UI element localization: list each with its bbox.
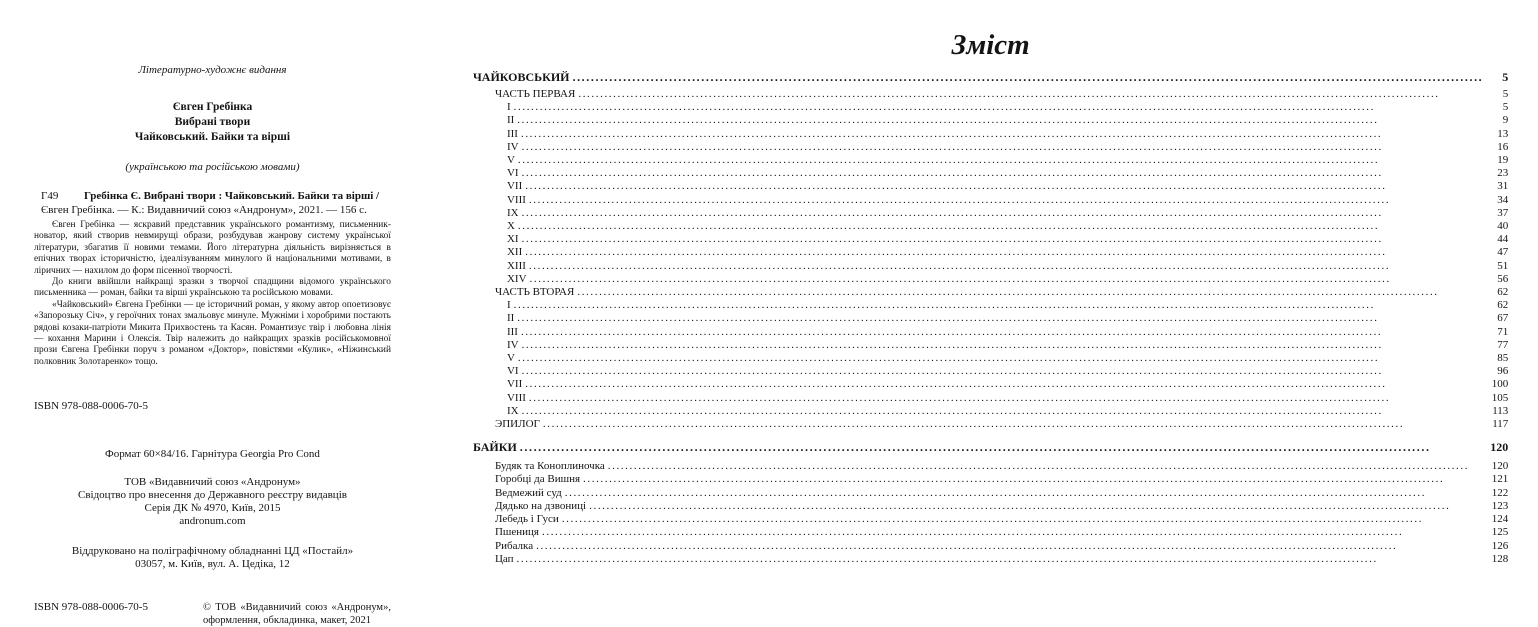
toc-dot-leader — [562, 513, 1483, 526]
toc-entry — [473, 339, 1508, 352]
toc-entry-label: ЧАСТЬ ПЕРВАЯ — [494, 88, 576, 100]
toc-entry-label: VIII — [506, 193, 526, 206]
catalog-entry — [41, 190, 391, 217]
isbn-number-bottom: ISBN 978-088-0006-70-5 — [34, 601, 148, 614]
toc-entry-page-number: 40 — [1497, 220, 1509, 233]
publisher-website: andronum.com — [179, 515, 246, 528]
toc-entry-page-number: 62 — [1497, 286, 1509, 299]
toc-entry-label: БАЙКИ — [472, 440, 517, 455]
toc-entry-label: Цап — [494, 552, 514, 565]
publisher-block — [34, 476, 391, 528]
toc-entry-page-number: 100 — [1491, 378, 1509, 391]
toc-dot-leader — [517, 312, 1483, 325]
toc-dot-leader — [565, 487, 1484, 500]
author-name: Євген Гребінка — [172, 101, 253, 113]
contents-page — [425, 0, 1538, 588]
toc-entry — [473, 128, 1508, 141]
toc-entry-page-number: 9 — [1502, 114, 1509, 127]
toc-dot-leader — [522, 167, 1484, 180]
toc-entry-label: II — [506, 114, 515, 127]
toc-dot-leader — [572, 70, 1483, 85]
toc-entry — [473, 286, 1508, 299]
toc-dot-leader — [522, 207, 1484, 220]
catalog-code: Г49 — [41, 190, 59, 202]
imprint-page — [0, 0, 425, 627]
toc-dot-leader — [525, 180, 1483, 193]
print-address: 03057, м. Київ, вул. А. Цедіка, 12 — [135, 558, 290, 571]
toc-dot-leader — [518, 154, 1483, 167]
toc-entry — [473, 70, 1508, 85]
toc-entry-label: IV — [506, 338, 519, 351]
toc-entry-label: VII — [506, 180, 523, 193]
toc-dot-leader — [577, 286, 1483, 299]
publisher-registry: Серія ДК № 4970, Київ, 2015 — [144, 502, 281, 515]
format-line: Формат 60×84/16. Гарнітура Georgia Pro Cond — [105, 448, 320, 461]
toc-entry-label: V — [506, 154, 515, 167]
toc-entry-page-number: 56 — [1497, 272, 1509, 285]
toc-entry-label: I — [506, 101, 511, 114]
toc-entry-page-number: 31 — [1497, 180, 1509, 193]
toc-entry-label: XII — [506, 246, 523, 259]
toc-entry-page-number: 44 — [1497, 233, 1509, 246]
toc-entry-page-number: 23 — [1497, 167, 1509, 180]
copyright-notice: © ТОВ «Видавничий союз «Андронум», оформлення, обкладинка, макет, 2021 — [202, 602, 391, 627]
toc-entry — [473, 405, 1508, 418]
toc-entry-page-number: 122 — [1491, 486, 1509, 499]
toc-entry — [473, 473, 1508, 486]
toc-dot-leader — [529, 260, 1483, 273]
toc-entry-label: IX — [506, 206, 519, 219]
catalog-entry-rest: Євген Гребінка. — К.: Видавничий союз «Андронум», 2021. — 156 с. — [41, 203, 367, 216]
toc-entry — [473, 418, 1508, 431]
publisher-certificate: Свідоцтво про внесення до Державного реєстру видавців — [78, 489, 347, 502]
toc-entry-label: II — [506, 312, 515, 325]
toc-entry-label: XI — [506, 233, 519, 246]
toc-dot-leader — [608, 460, 1484, 473]
toc-entry — [473, 233, 1508, 246]
edition-note: Літературно-художнє видання — [138, 64, 287, 76]
toc-dot-leader — [583, 473, 1483, 486]
contents-title: Зміст — [951, 29, 1030, 61]
toc-entry-label: Будяк та Коноплиночка — [494, 460, 605, 473]
toc-entry-page-number: 96 — [1497, 365, 1509, 378]
toc-dot-leader — [514, 299, 1484, 312]
imprint-bottom-row — [34, 601, 391, 627]
toc-entry-page-number: 77 — [1497, 338, 1509, 351]
toc-entry-label: XIV — [506, 272, 527, 285]
toc-dot-leader — [578, 88, 1483, 101]
toc-dot-leader — [542, 526, 1483, 539]
toc-entry-page-number: 5 — [1502, 70, 1509, 84]
toc-entry — [473, 460, 1508, 473]
toc-dot-leader — [520, 440, 1484, 455]
book-title: Чайковський. Байки та вірші — [134, 131, 291, 143]
toc-dot-leader — [514, 101, 1484, 114]
toc-entry-label: VI — [506, 365, 519, 378]
toc-dot-leader — [522, 141, 1484, 154]
toc-entry-label: Пшениця — [494, 526, 539, 539]
toc-dot-leader — [536, 540, 1483, 553]
toc-entry — [473, 378, 1508, 391]
toc-entry-page-number: 13 — [1497, 127, 1509, 140]
annotation-paragraph: Євген Гребінка — яскравий представник українського романтизму, письменник-новатор, який створив невмирущі образи, розбудував жанрову систему української літератури, збагатив її новими темами. Його літературна діяльність вирізняється в епічних творах історичністю, ідеалізуванням минулого й національними мотивами, в ліричних — нахилом до форм пісенної творчості. — [34, 220, 391, 276]
toc-entry-label: VI — [506, 167, 519, 180]
toc-dot-leader — [517, 114, 1483, 127]
toc-entry — [473, 273, 1508, 286]
publisher-name: ТОВ «Видавничий союз «Андронум» — [124, 476, 301, 489]
annotation-paragraph: «Чайковський» Євгена Гребінки — це історичний роман, у якому автор опоетизовує «Запорозьку Січ», у героїчних тонах змальовує минуле. Мужніми і хоробрими постають рядові козаки-патріоти Микита Прихвостень та Касян. Романтизує твір і любовна лінія — кохання Марини і Олексія. Твір належить до найкращих зразків російськомовної прози Євгена Гребінки поруч з романом «Доктор», повістями «Кулик», «Ніжинський полковник Золотаренко» тощо. — [34, 299, 391, 367]
toc-entry — [473, 88, 1508, 101]
toc-entry — [473, 141, 1508, 154]
toc-entry — [473, 526, 1508, 539]
toc-entry — [473, 207, 1508, 220]
toc-entry-label: IX — [506, 404, 519, 417]
toc-entry-label: X — [506, 220, 515, 233]
toc-entry-page-number: 126 — [1491, 539, 1509, 552]
print-block — [34, 545, 391, 571]
toc-entry-page-number: 5 — [1502, 88, 1509, 100]
toc-entry — [473, 180, 1508, 193]
toc-entry-page-number: 121 — [1491, 473, 1509, 486]
toc-entry — [473, 101, 1508, 114]
toc-dot-leader — [522, 233, 1484, 246]
toc-entry-page-number: 120 — [1491, 460, 1509, 473]
toc-dot-leader — [530, 273, 1484, 286]
toc-entry-page-number: 19 — [1497, 154, 1509, 167]
toc-dot-leader — [518, 352, 1483, 365]
annotation-paragraph: До книги ввійшли найкращі зразки з творчої спадщини відомого українського письменника — роман, байки та вірші українською та російською мовами. — [34, 277, 391, 299]
toc-entry — [473, 540, 1508, 553]
toc-entry-label: Дядько на дзвониці — [494, 499, 587, 512]
toc-dot-leader — [522, 365, 1484, 378]
toc-dot-leader — [525, 246, 1483, 259]
toc-entry-page-number: 123 — [1491, 499, 1509, 512]
toc-entry-label: I — [506, 299, 511, 312]
toc-dot-leader — [517, 553, 1484, 566]
toc-entry — [473, 365, 1508, 378]
annotation — [34, 220, 391, 368]
toc-entry-label: V — [506, 352, 515, 365]
toc-entry — [473, 167, 1508, 180]
toc-entry-page-number: 47 — [1497, 246, 1509, 259]
toc-entry-label: VIII — [506, 391, 526, 404]
toc-entry — [473, 299, 1508, 312]
toc-entry — [473, 553, 1508, 566]
toc-entry-page-number: 125 — [1491, 526, 1509, 539]
toc-entry-page-number: 117 — [1492, 418, 1509, 431]
toc-entry-page-number: 62 — [1497, 299, 1509, 312]
toc-entry-page-number: 51 — [1497, 259, 1509, 272]
toc-entry-page-number: 113 — [1492, 404, 1509, 417]
toc-dot-leader — [589, 500, 1483, 513]
toc-entry-page-number: 67 — [1497, 312, 1509, 325]
toc-dot-leader — [518, 220, 1483, 233]
toc-entry-label: III — [506, 127, 518, 140]
toc-dot-leader — [529, 194, 1483, 207]
toc-dot-leader — [529, 392, 1483, 405]
toc-entry — [473, 326, 1508, 339]
toc-dot-leader — [522, 405, 1484, 418]
toc-entry-page-number: 16 — [1497, 140, 1509, 153]
toc-entry-page-number: 85 — [1497, 352, 1509, 365]
toc-dot-leader — [521, 326, 1483, 339]
toc-entry-label: ЧАЙКОВСЬКИЙ — [472, 70, 570, 84]
toc-entry — [473, 440, 1508, 455]
toc-entry — [473, 114, 1508, 127]
toc-dot-leader — [521, 128, 1483, 141]
toc-entry-label: III — [506, 325, 518, 338]
toc-entry — [473, 154, 1508, 167]
toc-entry — [473, 220, 1508, 233]
toc-entry-page-number: 124 — [1491, 513, 1509, 526]
toc-entry-label: ЭПИЛОГ — [494, 418, 540, 431]
toc-entry-label: VII — [506, 378, 523, 391]
series-title: Вибрані твори — [174, 116, 251, 128]
title-block — [34, 100, 391, 145]
toc-entry — [473, 312, 1508, 325]
toc-entry-label: Ведмежий суд — [494, 486, 562, 499]
toc-entry — [473, 260, 1508, 273]
toc-dot-leader — [522, 339, 1484, 352]
toc-entry — [473, 392, 1508, 405]
toc-entry-page-number: 120 — [1490, 440, 1509, 455]
toc-entry-label: XIII — [506, 259, 526, 272]
table-of-contents — [473, 70, 1508, 566]
toc-entry — [473, 194, 1508, 207]
toc-dot-leader — [543, 418, 1483, 431]
toc-entry-label: Горобці да Вишня — [494, 473, 581, 486]
toc-entry-label: Рибалка — [494, 539, 534, 552]
language-note: (українською та російською мовами) — [125, 161, 300, 173]
toc-entry-label: IV — [506, 140, 519, 153]
isbn-number: ISBN 978-088-0006-70-5 — [34, 400, 148, 413]
toc-entry-label: Лебедь і Гуси — [494, 513, 559, 526]
toc-entry-label: ЧАСТЬ ВТОРАЯ — [494, 286, 575, 299]
toc-entry — [473, 513, 1508, 526]
toc-entry-page-number: 5 — [1502, 101, 1509, 114]
toc-entry-page-number: 34 — [1497, 193, 1509, 206]
toc-dot-leader — [525, 378, 1483, 391]
toc-entry-page-number: 105 — [1491, 391, 1509, 404]
toc-entry-page-number: 128 — [1491, 552, 1509, 565]
toc-entry — [473, 352, 1508, 365]
toc-entry — [473, 500, 1508, 513]
toc-entry — [473, 487, 1508, 500]
toc-entry-page-number: 71 — [1497, 325, 1509, 338]
catalog-entry-title: Гребінка Є. Вибрані твори : Чайковський. Байки та вірші / — [84, 190, 380, 202]
toc-entry-page-number: 37 — [1497, 206, 1509, 219]
toc-entry — [473, 246, 1508, 259]
print-house: Віддруковано на поліграфічному обладнанні ЦД «Постайл» — [71, 545, 354, 558]
